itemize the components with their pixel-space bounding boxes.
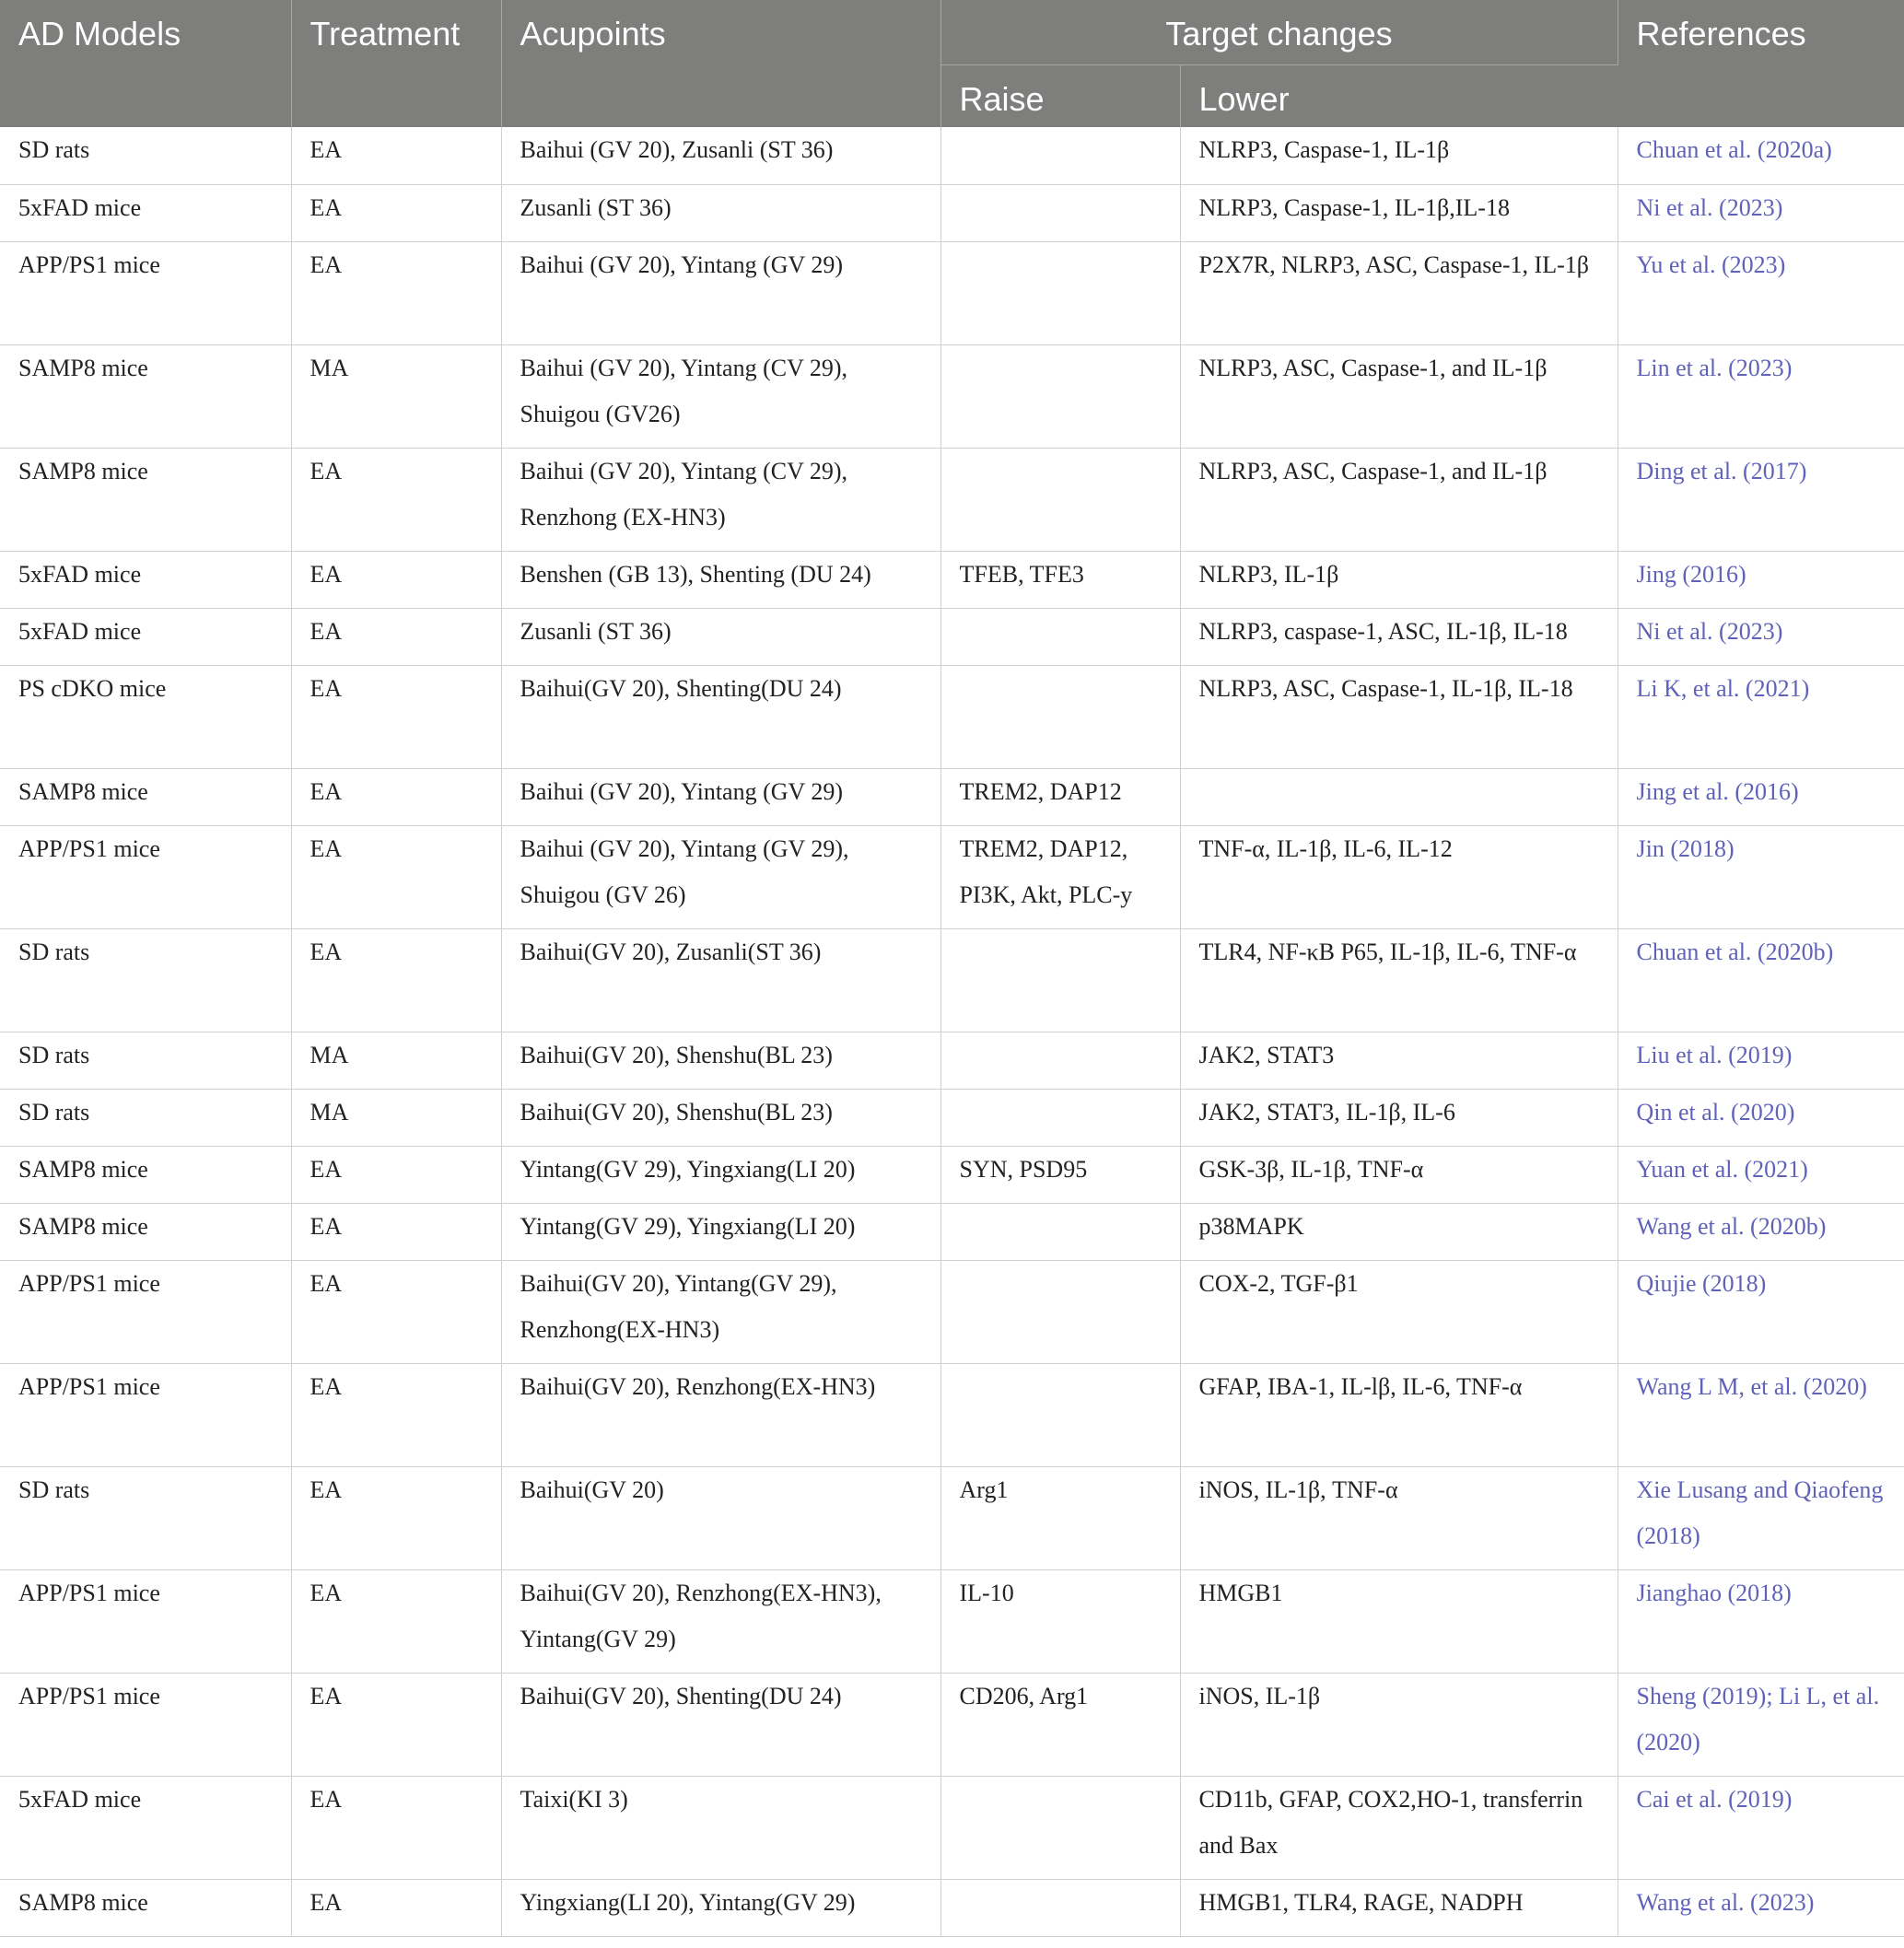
lower-cell: NLRP3, ASC, Caspase-1, and IL-1β	[1180, 344, 1618, 448]
table-row	[0, 1776, 1904, 1879]
table-row	[0, 241, 1904, 344]
acupoints-cell: Baihui(GV 20), Shenting(DU 24)	[501, 1673, 940, 1776]
treatment-cell: EA	[291, 1879, 501, 1936]
acupoints-cell: Yingxiang(LI 20), Yintang(GV 29)	[501, 1879, 940, 1936]
acupoints-cell: Baihui(GV 20), Zusanli(ST 36)	[501, 928, 940, 1032]
lower-cell: NLRP3, Caspase-1, IL-1β,IL-18	[1180, 184, 1618, 241]
reference-link[interactable]: Liu et al. (2019)	[1618, 1032, 1904, 1089]
lower-cell: HMGB1	[1180, 1569, 1618, 1673]
acupoints-cell: Baihui(GV 20), Renzhong(EX-HN3)	[501, 1363, 940, 1466]
lower-cell: HMGB1, TLR4, RAGE, NADPH	[1180, 1879, 1618, 1936]
table-row	[0, 448, 1904, 551]
ad-model-cell: APP/PS1 mice	[0, 1363, 291, 1466]
ad-model-cell: SAMP8 mice	[0, 768, 291, 825]
treatment-cell: MA	[291, 1032, 501, 1089]
raise-cell	[940, 184, 1180, 241]
raise-cell	[940, 1260, 1180, 1363]
acupoints-cell: Taixi(KI 3)	[501, 1776, 940, 1879]
lower-cell: NLRP3, Caspase-1, IL-1β	[1180, 127, 1618, 184]
header-raise: Raise	[940, 64, 1180, 127]
reference-link[interactable]: Qiujie (2018)	[1618, 1260, 1904, 1363]
acupoints-cell: Baihui (GV 20), Yintang (GV 29)	[501, 241, 940, 344]
treatment-cell: EA	[291, 1203, 501, 1260]
raise-cell: Arg1	[940, 1466, 1180, 1569]
acupoints-cell: Yintang(GV 29), Yingxiang(LI 20)	[501, 1146, 940, 1203]
raise-cell	[940, 928, 1180, 1032]
table-row	[0, 551, 1904, 608]
ad-model-cell: APP/PS1 mice	[0, 825, 291, 928]
lower-cell: COX-2, TGF-β1	[1180, 1260, 1618, 1363]
ad-model-cell: SAMP8 mice	[0, 1879, 291, 1936]
lower-cell: JAK2, STAT3	[1180, 1032, 1618, 1089]
reference-link[interactable]: Ni et al. (2023)	[1618, 608, 1904, 665]
raise-cell	[940, 448, 1180, 551]
acupoints-cell: Zusanli (ST 36)	[501, 184, 940, 241]
header-treatment: Treatment	[291, 0, 501, 127]
acupoints-cell: Baihui(GV 20), Renzhong(EX-HN3), Yintang(GV 29)	[501, 1569, 940, 1673]
header-references: References	[1618, 0, 1904, 127]
lower-cell: JAK2, STAT3, IL-1β, IL-6	[1180, 1089, 1618, 1146]
treatment-cell: EA	[291, 768, 501, 825]
raise-cell: IL-10	[940, 1569, 1180, 1673]
header-lower: Lower	[1180, 64, 1618, 127]
treatment-cell: EA	[291, 184, 501, 241]
acupoints-cell: Baihui (GV 20), Yintang (GV 29)	[501, 768, 940, 825]
reference-link[interactable]: Yuan et al. (2021)	[1618, 1146, 1904, 1203]
lower-cell: NLRP3, ASC, Caspase-1, IL-1β, IL-18	[1180, 665, 1618, 768]
table-row	[0, 825, 1904, 928]
reference-link[interactable]: Wang et al. (2023)	[1618, 1879, 1904, 1936]
lower-cell: iNOS, IL-1β, TNF-α	[1180, 1466, 1618, 1569]
table-row	[0, 768, 1904, 825]
lower-cell: TLR4, NF-κB P65, IL-1β, IL-6, TNF-α	[1180, 928, 1618, 1032]
acupoints-cell: Baihui(GV 20)	[501, 1466, 940, 1569]
table-row	[0, 1089, 1904, 1146]
table-row	[0, 1146, 1904, 1203]
raise-cell	[940, 127, 1180, 184]
ad-model-cell: SD rats	[0, 1089, 291, 1146]
acupoints-cell: Baihui(GV 20), Shenshu(BL 23)	[501, 1089, 940, 1146]
acupoints-cell: Baihui (GV 20), Yintang (CV 29), Renzhong (EX-HN3)	[501, 448, 940, 551]
table-row	[0, 127, 1904, 184]
reference-link[interactable]: Jing et al. (2016)	[1618, 768, 1904, 825]
table-row	[0, 1203, 1904, 1260]
treatment-cell: EA	[291, 1260, 501, 1363]
raise-cell	[940, 1776, 1180, 1879]
reference-link[interactable]: Chuan et al. (2020a)	[1618, 127, 1904, 184]
raise-cell: TREM2, DAP12, PI3K, Akt, PLC-y	[940, 825, 1180, 928]
header-acupoints: Acupoints	[501, 0, 940, 127]
treatment-cell: EA	[291, 1569, 501, 1673]
raise-cell	[940, 1089, 1180, 1146]
raise-cell	[940, 1032, 1180, 1089]
lower-cell	[1180, 768, 1618, 825]
raise-cell	[940, 608, 1180, 665]
raise-cell	[940, 1203, 1180, 1260]
lower-cell: NLRP3, IL-1β	[1180, 551, 1618, 608]
raise-cell: TFEB, TFE3	[940, 551, 1180, 608]
reference-link[interactable]: Li K, et al. (2021)	[1618, 665, 1904, 768]
table-row	[0, 1569, 1904, 1673]
treatment-cell: EA	[291, 1673, 501, 1776]
reference-link[interactable]: Ni et al. (2023)	[1618, 184, 1904, 241]
acupoints-cell: Baihui (GV 20), Yintang (CV 29), Shuigou (GV26)	[501, 344, 940, 448]
reference-link[interactable]: Qin et al. (2020)	[1618, 1089, 1904, 1146]
ad-model-cell: 5xFAD mice	[0, 1776, 291, 1879]
table-row	[0, 1466, 1904, 1569]
acupoints-cell: Benshen (GB 13), Shenting (DU 24)	[501, 551, 940, 608]
treatment-cell: EA	[291, 665, 501, 768]
table-row	[0, 1260, 1904, 1363]
treatment-cell: EA	[291, 1776, 501, 1879]
raise-cell	[940, 241, 1180, 344]
reference-link[interactable]: Cai et al. (2019)	[1618, 1776, 1904, 1879]
ad-model-cell: 5xFAD mice	[0, 551, 291, 608]
acupoints-cell: Zusanli (ST 36)	[501, 608, 940, 665]
acupoints-cell: Baihui(GV 20), Yintang(GV 29), Renzhong(EX-HN3)	[501, 1260, 940, 1363]
ad-model-cell: SAMP8 mice	[0, 1146, 291, 1203]
raise-cell	[940, 1879, 1180, 1936]
lower-cell: P2X7R, NLRP3, ASC, Caspase-1, IL-1β	[1180, 241, 1618, 344]
lower-cell: p38MAPK	[1180, 1203, 1618, 1260]
treatment-cell: MA	[291, 1089, 501, 1146]
lower-cell: NLRP3, caspase-1, ASC, IL-1β, IL-18	[1180, 608, 1618, 665]
table-row	[0, 665, 1904, 768]
table-row	[0, 1879, 1904, 1936]
table-row	[0, 928, 1904, 1032]
acupoints-cell: Yintang(GV 29), Yingxiang(LI 20)	[501, 1203, 940, 1260]
raise-cell: SYN, PSD95	[940, 1146, 1180, 1203]
ad-model-cell: SAMP8 mice	[0, 1203, 291, 1260]
treatment-cell: EA	[291, 608, 501, 665]
reference-link[interactable]: Xie Lusang and Qiaofeng (2018)	[1618, 1466, 1904, 1569]
ad-model-cell: APP/PS1 mice	[0, 241, 291, 344]
ad-model-cell: SAMP8 mice	[0, 344, 291, 448]
reference-link[interactable]: Jianghao (2018)	[1618, 1569, 1904, 1673]
ad-model-cell: SD rats	[0, 1466, 291, 1569]
treatment-cell: MA	[291, 344, 501, 448]
raise-cell	[940, 665, 1180, 768]
raise-cell	[940, 344, 1180, 448]
treatment-cell: EA	[291, 1363, 501, 1466]
reference-link[interactable]: Jin (2018)	[1618, 825, 1904, 928]
ad-model-cell: APP/PS1 mice	[0, 1569, 291, 1673]
reference-link[interactable]: Wang L M, et al. (2020)	[1618, 1363, 1904, 1466]
treatment-cell: EA	[291, 448, 501, 551]
lower-cell: GSK-3β, IL-1β, TNF-α	[1180, 1146, 1618, 1203]
lower-cell: CD11b, GFAP, COX2,HO-1, transferrin and Bax	[1180, 1776, 1618, 1879]
reference-link[interactable]: Yu et al. (2023)	[1618, 241, 1904, 344]
reference-link[interactable]: Chuan et al. (2020b)	[1618, 928, 1904, 1032]
reference-link[interactable]: Sheng (2019); Li L, et al. (2020)	[1618, 1673, 1904, 1776]
lower-cell: NLRP3, ASC, Caspase-1, and IL-1β	[1180, 448, 1618, 551]
table-row	[0, 1032, 1904, 1089]
ad-model-cell: SD rats	[0, 1032, 291, 1089]
treatment-cell: EA	[291, 551, 501, 608]
reference-link[interactable]: Lin et al. (2023)	[1618, 344, 1904, 448]
treatment-cell: EA	[291, 127, 501, 184]
lower-cell: GFAP, IBA-1, IL-lβ, IL-6, TNF-α	[1180, 1363, 1618, 1466]
raise-cell: TREM2, DAP12	[940, 768, 1180, 825]
header-target-changes: Target changes	[940, 0, 1618, 64]
ad-model-cell: APP/PS1 mice	[0, 1260, 291, 1363]
raise-cell	[940, 1363, 1180, 1466]
table-row	[0, 1673, 1904, 1776]
header-ad-models: AD Models	[0, 0, 291, 127]
treatment-cell: EA	[291, 241, 501, 344]
table-body	[0, 127, 1904, 1936]
ad-model-cell: 5xFAD mice	[0, 608, 291, 665]
table-row	[0, 608, 1904, 665]
ad-model-cell: APP/PS1 mice	[0, 1673, 291, 1776]
ad-model-cell: PS cDKO mice	[0, 665, 291, 768]
table-row	[0, 1363, 1904, 1466]
ad-model-cell: SD rats	[0, 127, 291, 184]
treatment-cell: EA	[291, 1466, 501, 1569]
acupoints-cell: Baihui (GV 20), Zusanli (ST 36)	[501, 127, 940, 184]
ad-model-cell: 5xFAD mice	[0, 184, 291, 241]
raise-cell: CD206, Arg1	[940, 1673, 1180, 1776]
treatment-cell: EA	[291, 928, 501, 1032]
acupoints-cell: Baihui (GV 20), Yintang (GV 29), Shuigou (GV 26)	[501, 825, 940, 928]
ad-model-cell: SD rats	[0, 928, 291, 1032]
acupoints-cell: Baihui(GV 20), Shenting(DU 24)	[501, 665, 940, 768]
lower-cell: TNF-α, IL-1β, IL-6, IL-12	[1180, 825, 1618, 928]
reference-link[interactable]: Wang et al. (2020b)	[1618, 1203, 1904, 1260]
ad-model-cell: SAMP8 mice	[0, 448, 291, 551]
table-row	[0, 184, 1904, 241]
acupoints-cell: Baihui(GV 20), Shenshu(BL 23)	[501, 1032, 940, 1089]
table-row	[0, 344, 1904, 448]
reference-link[interactable]: Ding et al. (2017)	[1618, 448, 1904, 551]
reference-link[interactable]: Jing (2016)	[1618, 551, 1904, 608]
treatment-cell: EA	[291, 1146, 501, 1203]
treatment-cell: EA	[291, 825, 501, 928]
lower-cell: iNOS, IL-1β	[1180, 1673, 1618, 1776]
